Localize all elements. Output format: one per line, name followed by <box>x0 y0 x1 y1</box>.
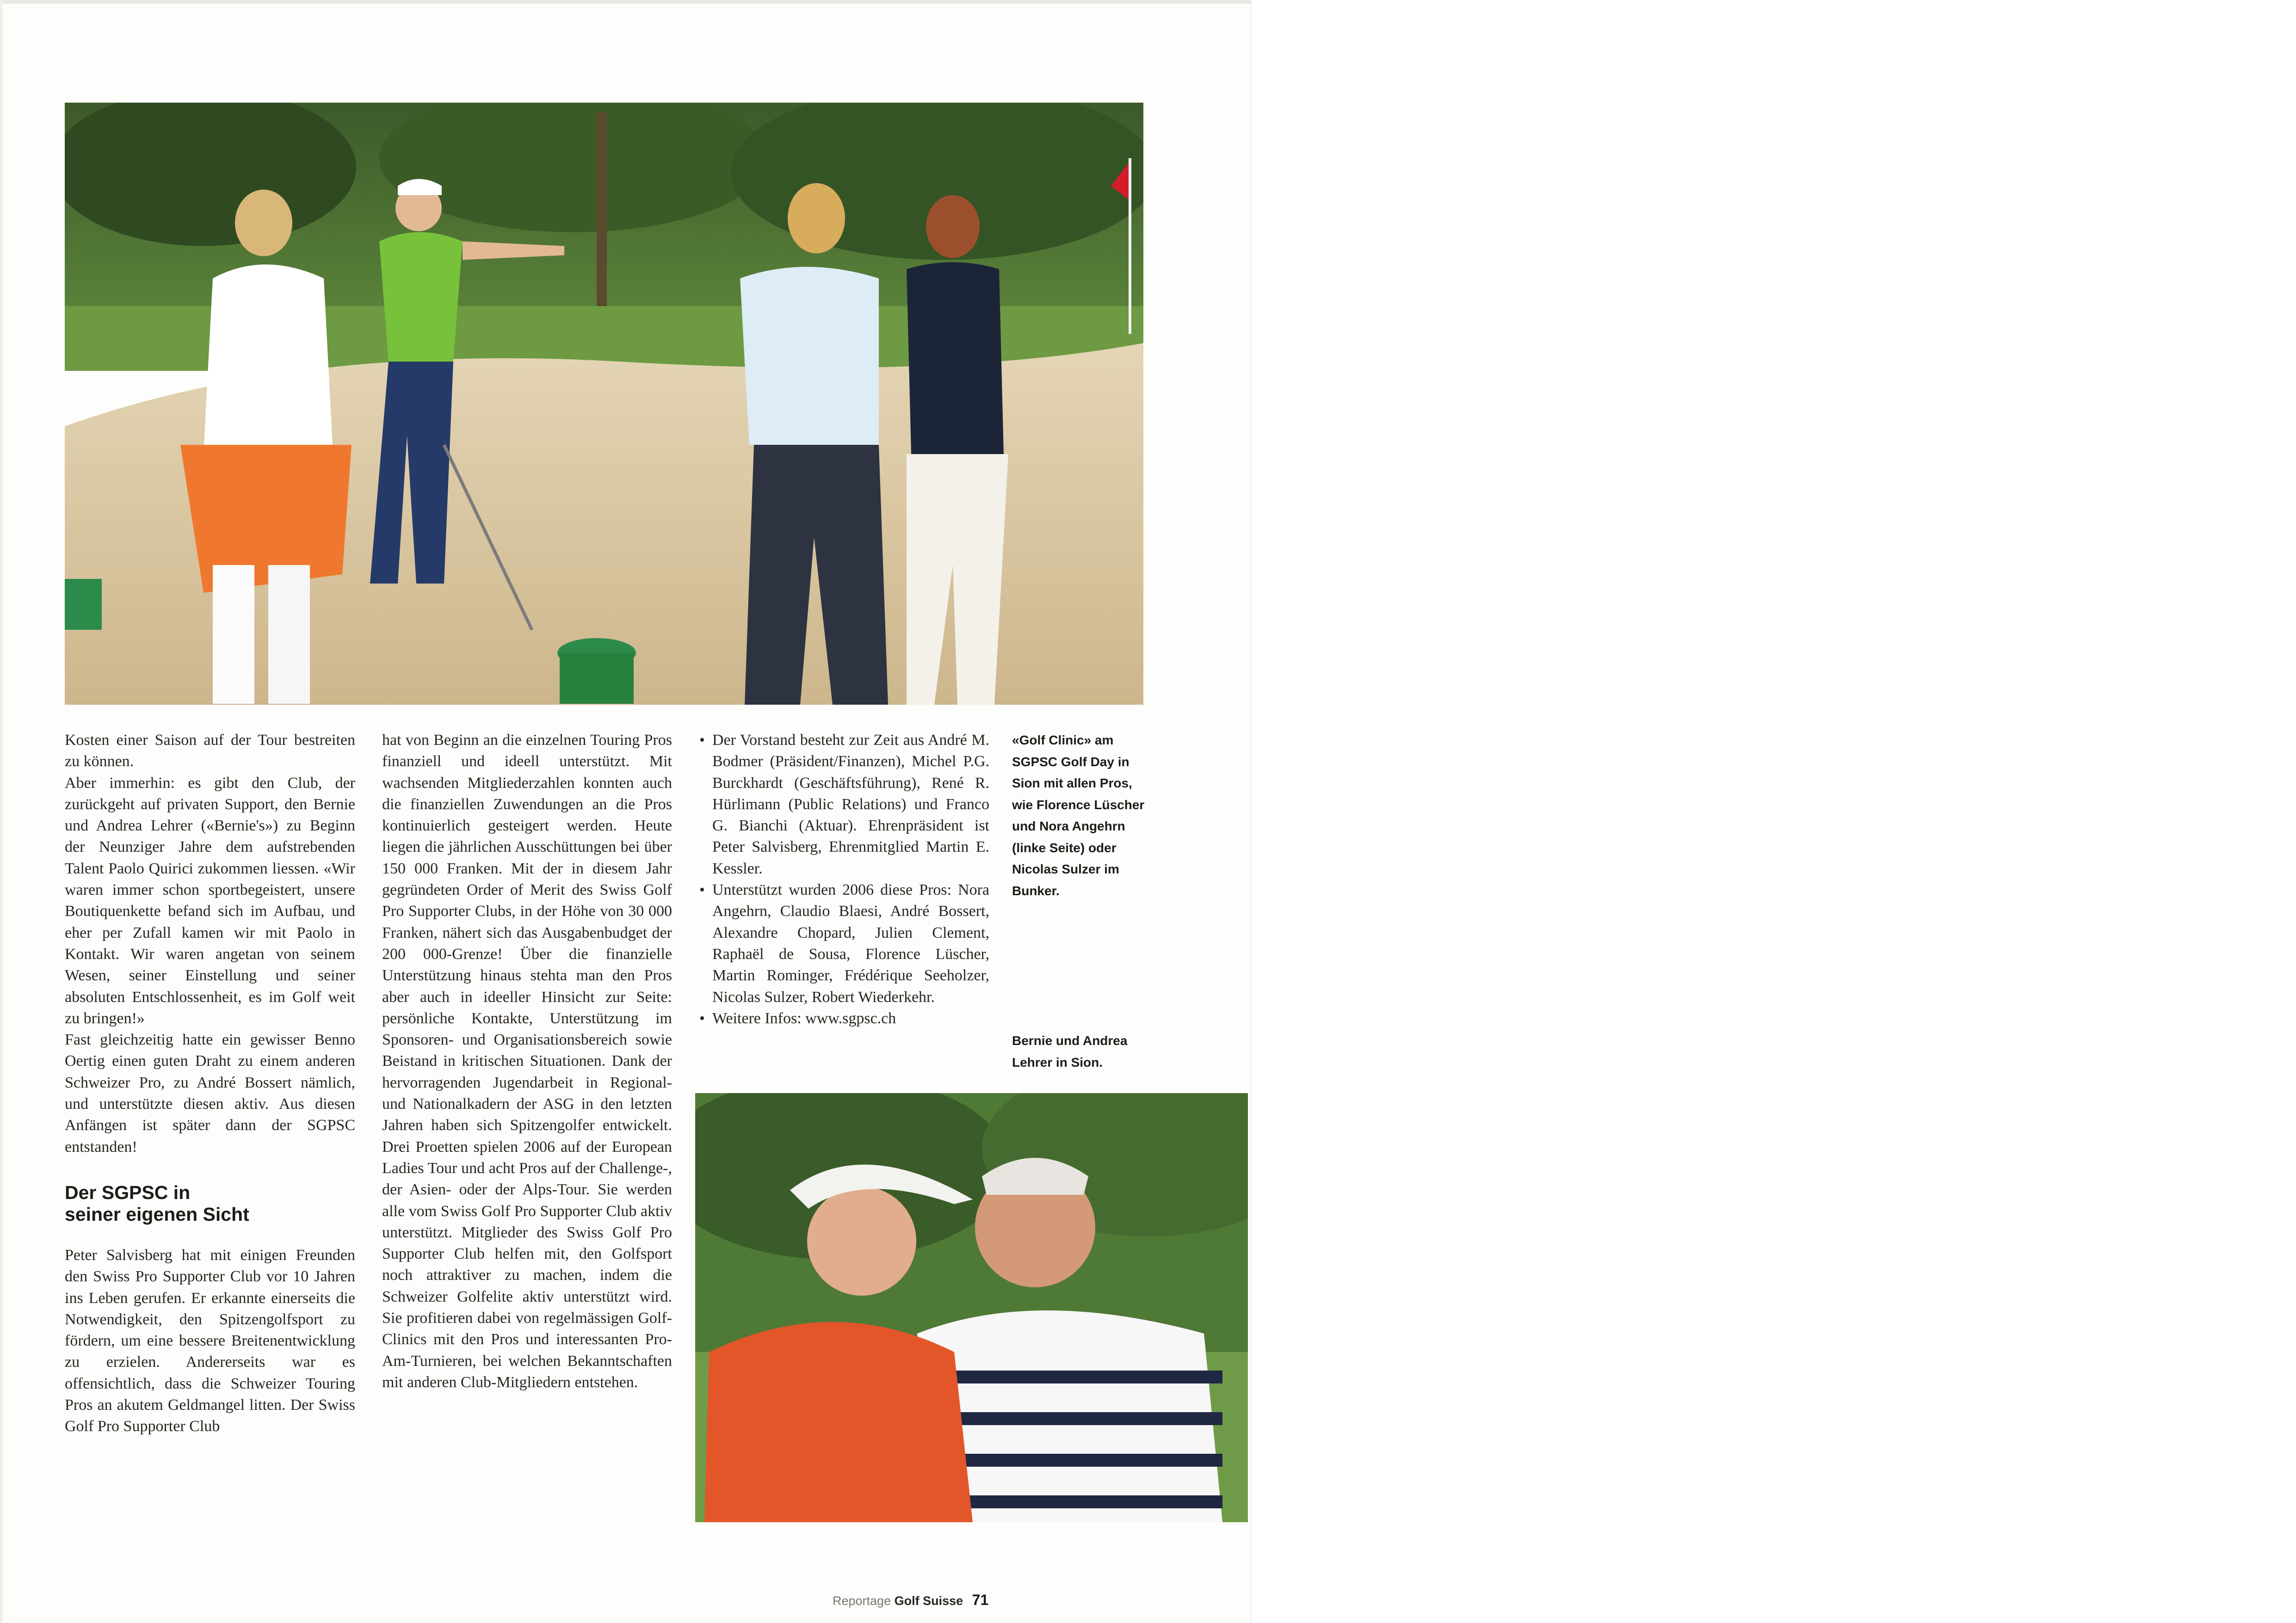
bullet-more-info: • Weitere Infos: www.sgpsc.ch <box>699 1008 989 1029</box>
footer-magazine: Golf Suisse <box>894 1594 963 1608</box>
lehrer-couple-photo <box>695 1093 1248 1522</box>
photo-caption-lehrer: Bernie und Andrea Lehrer in Sion. <box>1012 1033 1128 1070</box>
page-number: 71 <box>972 1592 989 1608</box>
page-footer <box>833 1592 988 1609</box>
photo-caption-clinic: «Golf Clinic» am SGPSC Golf Day in Sion mit allen Pros, wie Florence Lüscher und Nora Angehrn (linke Seite) oder Nicolas Sulzer im Bunker. <box>1012 733 1145 898</box>
article-column-2 <box>382 730 672 1393</box>
paragraph: hat von Beginn an die einzelnen Touring Pros finanziell und ideell unterstützt. Mit wachsenden Mitgliederzahlen konnten auch die finanziellen Zuwendungen an die Pros kontinuierlich gesteigert werden. Heute liegen die jährlichen Ausschüttungen bei über 150 000 Franken. Mit der in diesem Jahr gegründeten Order of Merit des Swiss Golf Pro Supporter Clubs, in der Höhe von 30 000 Franken, nähert sich das Ausgabenbudget der 200 000-Grenze! Über die finanzielle Unterstützung hinaus stehta man den Pros aber auch in ideeller Hinsicht zur Seite: persönliche Kontakte, Unterstützung im Sponsoren- und Organisationsbereich sowie Beistand in kritischen Situationen. Dank der hervorragenden Jugendarbeit in Regional- und Nationalkadern der ASG in den letzten Jahren haben sich Spitzengolfer entwickelt. Drei Proetten spielen 2006 auf der European Ladies Tour und acht Pros auf der Challenge-, der Asien- oder der Alps-Tour. Sie werden alle vom Swiss Golf Pro Supporter Club aktiv unterstützt. Mitglieder des Swiss Golf Pro Supporter Club helfen mit, den Golfsport noch attraktiver zu machen, indem die Schweizer Golfelite aktiv unterstützt wird. Sie profitieren dabei von regelmässigen Golf-Clinics mit den Pros und interessanten Pro-Am-Turnieren, bei welchen Bekanntschaften mit anderen Club-Mitgliedern entstehen. <box>382 732 672 1391</box>
subheading-line-2: seiner eigenen Sicht <box>65 1203 249 1225</box>
article-column-1 <box>65 730 355 1438</box>
info-bullet-list <box>699 730 989 1029</box>
footer-section: Reportage <box>833 1594 891 1608</box>
golf-clinic-photo <box>65 103 1143 705</box>
bullet-board: • Der Vorstand besteht zur Zeit aus André M. Bodmer (Präsident/Finanzen), Michel P.G. Burckhardt (Geschäftsführung), René R. Hürlimann (Public Relations) und Franco G. Bianchi (Aktuar). Ehrenpräsident ist Peter Salvisberg, Ehrenmitglied Martin E. Kessler. <box>699 730 989 879</box>
article-column-3 <box>699 730 989 1029</box>
bullet-supported-pros: • Unterstützt wurden 2006 diese Pros: Nora Angehrn, Claudio Blaesi, André Bossert, Alexandre Chopard, Julien Clement, Raphaël de Sousa, Florence Lüscher, Martin Rominger, Frédérique Seeholzer, Nicolas Sulzer, Robert Wiederkehr. <box>699 879 989 1008</box>
paragraph: Aber immerhin: es gibt den Club, der zurückgeht auf privaten Support, den Bernie und Andrea Lehrer («Bernie's») zu Beginn der Neunziger Jahre dem aufstrebenden Talent Paolo Quirici zukommen liessen. «Wir waren immer schon sportbegeistert, unsere Boutiquenkette befand sich im Aufbau, und eher per Zufall kamen wir mit Paolo in Kontakt. Wir waren angetan von seinem Wesen, seiner Einstellung und seiner absoluten Entschlossenheit, es im Golf weit zu bringen!» <box>65 774 355 1027</box>
paragraph: Fast gleichzeitig hatte ein gewisser Benno Oertig einen guten Draht zu einem anderen Schweizer Pro, zu André Bossert nämlich, und unterstützte diesen aktiv. Aus diesen Anfängen ist später dann der SGPSC entstanden! <box>65 1031 355 1156</box>
scan-left-edge <box>0 0 3 1623</box>
scan-top-edge <box>0 0 1251 4</box>
subheading-line-1: Der SGPSC in <box>65 1181 191 1203</box>
section-subheading <box>65 1182 355 1225</box>
paragraph: Kosten einer Saison auf der Tour bestreiten zu können. <box>65 732 355 770</box>
paragraph: Peter Salvisberg hat mit einigen Freunden den Swiss Pro Supporter Club vor 10 Jahren ins Leben gerufen. Er erkannte einerseits die Notwendigkeit, den Spitzengolfsport zu fördern, um eine bessere Breitenentwicklung zu erzielen. Andererseits war es offensichtlich, dass die Schweizer Touring Pros an akutem Geldmangel litten. Der Swiss Golf Pro Supporter Club <box>65 1246 355 1435</box>
